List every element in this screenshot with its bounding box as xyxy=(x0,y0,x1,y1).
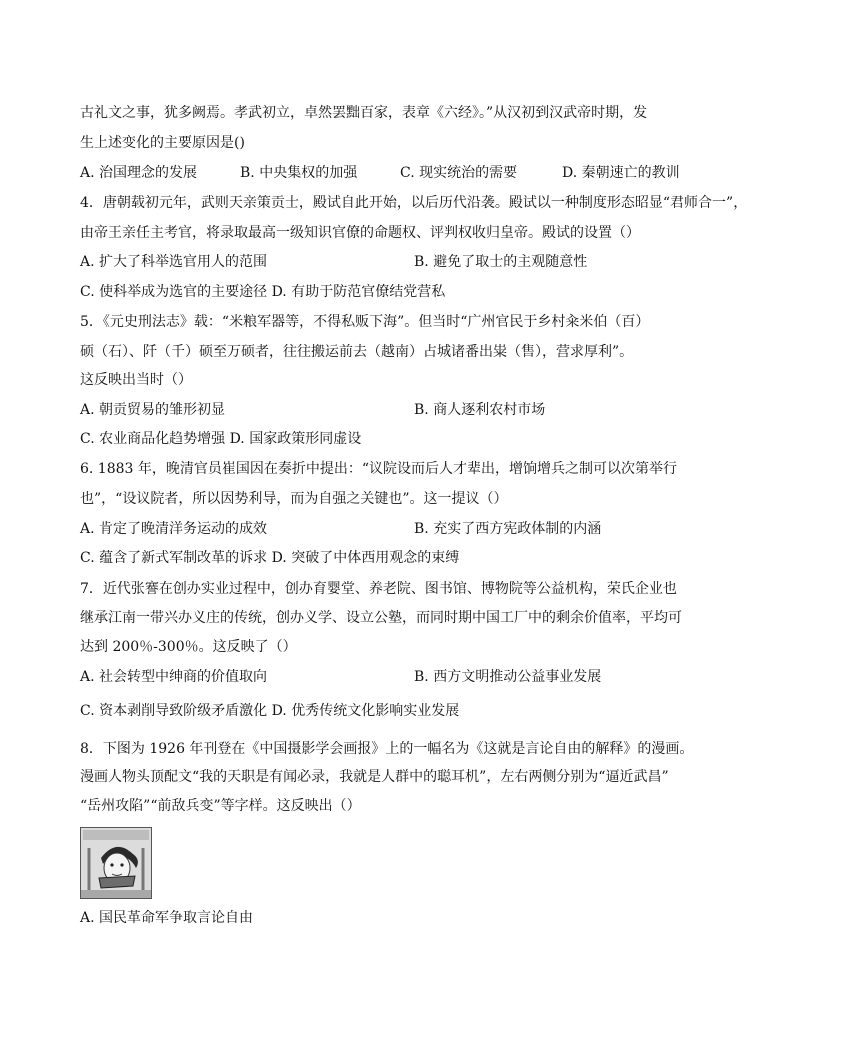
q8-text-line-1: 8．下图为 1926 年刊登在《中国摄影学会画报》上的一幅名为《这就是言论自由的解释》的漫画。 xyxy=(80,741,694,757)
q8-option-a: A. 国民革命军争取言论自由 xyxy=(80,910,254,926)
q7-option-b: B. 西方文明推动公益事业发展 xyxy=(414,669,602,685)
q7-text-line-1: 7．近代张謇在创办实业过程中，创办育婴堂、养老院、图书馆、博物院等公益机构，荣氏企业也 xyxy=(80,581,677,597)
cartoon-drawing xyxy=(81,828,151,898)
q3-option-c: C. 现实统治的需要 xyxy=(400,165,518,181)
q3-text-line-1: 古礼文之事，犹多阙焉。孝武初立，卓然罢黜百家，表章《六经》。”从汉初到汉武帝时期，发 xyxy=(80,105,648,121)
q6-options-c-d: C. 蕴含了新式军制改革的诉求 D. 突破了中体西用观念的束缚 xyxy=(80,550,460,566)
q7-text-line-3: 达到 200％-300％。这反映了（） xyxy=(80,639,297,655)
q5-text-line-2: 硕（石）、阡（千）硕至万硕者，往往搬运前去（越南）占城诸番出粜（售），营求厚利”。 xyxy=(80,344,634,360)
q3-option-a: A. 治国理念的发展 xyxy=(80,165,198,181)
q6-option-a: A. 肯定了晚清洋务运动的成效 xyxy=(80,521,268,537)
q4-option-a: A. 扩大了科举选官用人的范围 xyxy=(80,254,268,270)
q3-text-line-2: 生上述变化的主要原因是() xyxy=(80,135,245,151)
q6-text-line-1: 6. 1883 年，晚清官员崔国因在奏折中提出：“议院设而后人才辈出，增饷增兵之制可以次第举行 xyxy=(80,461,678,477)
q3-option-d: D. 秦朝速亡的教训 xyxy=(562,165,680,181)
q4-option-b: B. 避免了取士的主观随意性 xyxy=(414,254,588,270)
q7-options-c-d: C. 资本剥削导致阶级矛盾激化 D. 优秀传统文化影响实业发展 xyxy=(80,703,460,719)
cartoon-image xyxy=(80,827,152,899)
q6-text-line-2: 也”，“设议院者，所以因势利导，而为自强之关键也”。这一提议（） xyxy=(80,491,508,507)
q6-option-b: B. 充实了西方宪政体制的内涵 xyxy=(414,521,602,537)
q7-option-a: A. 社会转型中绅商的价值取向 xyxy=(80,669,268,685)
q5-text-line-3: 这反映出当时（） xyxy=(80,372,192,388)
q4-text-line-2: 由帝王亲任主考官，将录取最高一级知识官僚的命题权、评判权收归皇帝。殿试的设置（） xyxy=(80,225,640,241)
q3-option-b: B. 中央集权的加强 xyxy=(240,165,358,181)
q7-text-line-2: 继承江南一带兴办义庄的传统，创办义学、设立公塾，而同时期中国工厂中的剩余价值率，平均可 xyxy=(80,610,682,626)
q5-options-c-d: C. 农业商品化趋势增强 D. 国家政策形同虚设 xyxy=(80,431,362,447)
q4-options-c-d: C. 使科举成为选官的主要途径 D. 有助于防范官僚结党营私 xyxy=(80,284,446,300)
q4-text-line-1: 4．唐朝载初元年，武则天亲策贡士，殿试自此开始，以后历代沿袭。殿试以一种制度形态昭显“君师合一”， xyxy=(80,195,748,211)
q5-option-a: A. 朝贡贸易的雏形初显 xyxy=(80,402,226,418)
q8-text-line-2: 漫画人物头顶配文“我的天职是有闻必录，我就是人群中的聪耳机”，左右两侧分别为“逼近武昌” xyxy=(80,769,669,785)
q5-text-line-1: 5．《元史刑法志》载：“米粮军器等，不得私贩下海”。但当时“广州官民于乡村籴米伯（百） xyxy=(80,314,650,330)
q5-option-b: B. 商人逐利农村市场 xyxy=(414,402,546,418)
q8-text-line-3: “岳州攻陷”“前敌兵变”等字样。这反映出（） xyxy=(80,798,361,814)
